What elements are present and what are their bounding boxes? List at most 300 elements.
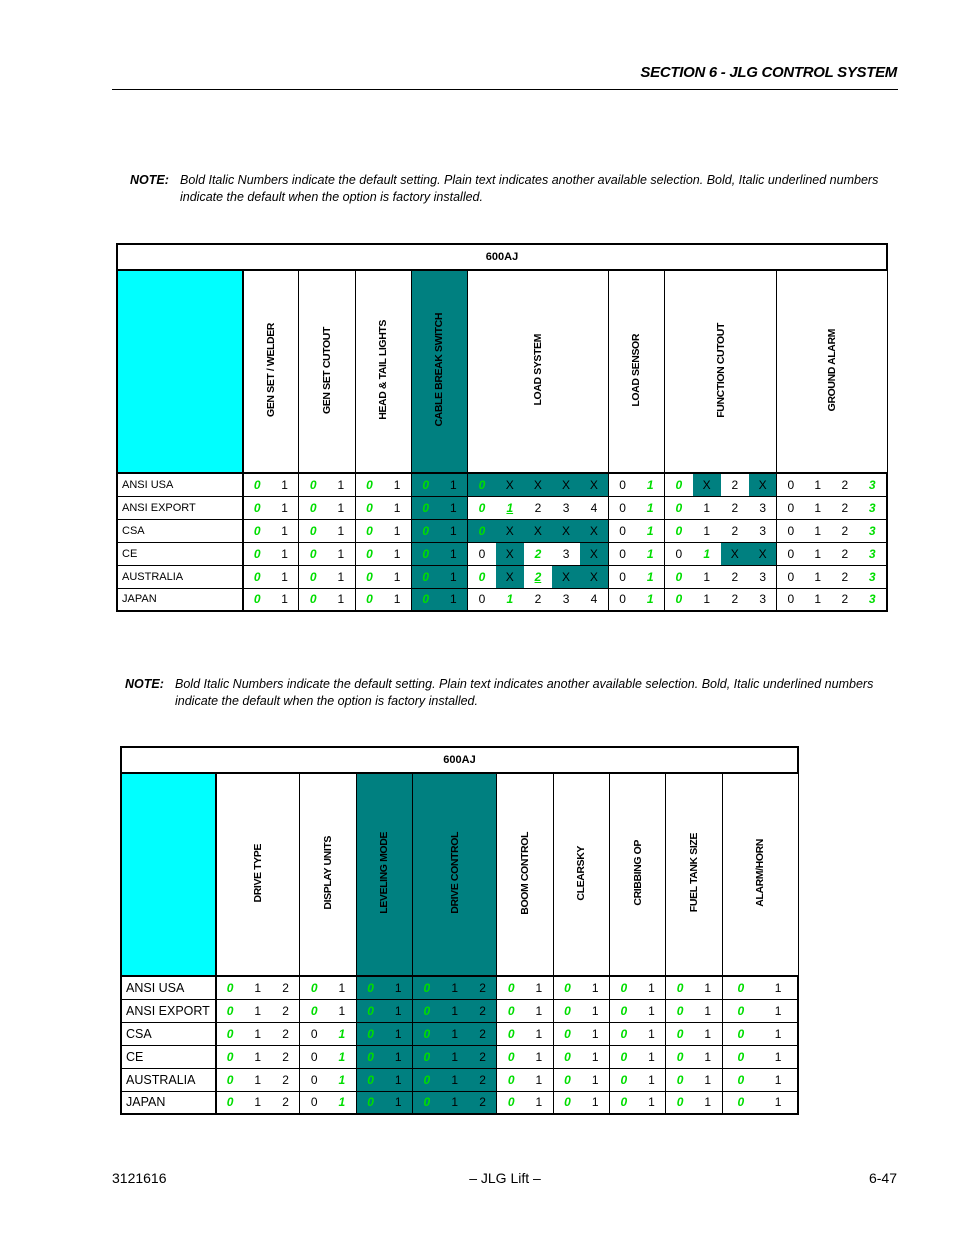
table-cell: 0 [300, 1068, 328, 1091]
table-cell: 0 [609, 1068, 637, 1091]
table-cell: 1 [271, 588, 299, 611]
table-cell: X [580, 542, 608, 565]
table-cell: X [721, 542, 749, 565]
table-cell: 1 [244, 1022, 272, 1045]
table-row [121, 976, 798, 999]
table-cell: 1 [693, 565, 721, 588]
table-cell: 1 [244, 999, 272, 1022]
table-cell: 0 [355, 473, 383, 496]
table-cell: 3 [858, 496, 887, 519]
table-cell: 1 [327, 496, 355, 519]
table-cell: 1 [804, 588, 831, 611]
table-cell: 2 [831, 473, 858, 496]
column-header [722, 773, 798, 976]
table-row [121, 1091, 798, 1114]
table-cell: 0 [413, 1022, 441, 1045]
table-cell: 2 [469, 1091, 497, 1114]
table-cell: 4 [580, 496, 608, 519]
table-cell: 1 [638, 976, 666, 999]
table-cell: 1 [328, 1022, 356, 1045]
table-cell: 2 [272, 999, 300, 1022]
table-cell: 0 [243, 542, 271, 565]
table-cell: 2 [721, 565, 749, 588]
table-cell: 1 [636, 496, 664, 519]
table-cell: 0 [664, 519, 692, 542]
table-cell: 1 [581, 999, 609, 1022]
column-header-label: GEN SET / WELDER [264, 323, 277, 417]
table-cell: 0 [356, 999, 384, 1022]
table-row [117, 473, 887, 496]
table-cell: 0 [608, 519, 636, 542]
table-cell: 0 [300, 1091, 328, 1114]
table-cell: 0 [666, 1068, 694, 1091]
table-cell: X [693, 473, 721, 496]
table-cell: 0 [216, 976, 244, 999]
table-cell: 0 [777, 542, 804, 565]
table-title: 600AJ [121, 747, 798, 773]
table-cell: 2 [721, 519, 749, 542]
table-cell: 2 [721, 496, 749, 519]
table-cell: X [496, 565, 524, 588]
table-cell: 2 [721, 473, 749, 496]
table-cell: 1 [441, 1068, 469, 1091]
column-header [609, 773, 665, 976]
table-cell: 1 [327, 473, 355, 496]
table-cell: 3 [552, 588, 580, 611]
table-cell: 1 [271, 496, 299, 519]
table-cell: 1 [694, 976, 722, 999]
table-cell: 1 [244, 976, 272, 999]
table-cell: 3 [858, 519, 887, 542]
table-cell: X [580, 519, 608, 542]
table-cell: 1 [441, 976, 469, 999]
table-cell: 3 [858, 473, 887, 496]
table-cell: 1 [271, 519, 299, 542]
row-label: AUSTRALIA [117, 565, 243, 588]
table-cell: 1 [525, 976, 553, 999]
table-cell: 2 [469, 976, 497, 999]
table-row [121, 1045, 798, 1068]
header-corner [121, 773, 216, 976]
table-cell: 0 [722, 1068, 759, 1091]
table-cell: 2 [831, 588, 858, 611]
table-cell: 0 [777, 565, 804, 588]
row-label: ANSI EXPORT [117, 496, 243, 519]
table-cell: 1 [328, 976, 356, 999]
table-cell: 1 [636, 588, 664, 611]
table-cell: 0 [299, 496, 327, 519]
table-row [117, 565, 887, 588]
table-cell: 0 [666, 1091, 694, 1114]
page-number: 6-47 [868, 1170, 897, 1186]
table-cell: 1 [636, 542, 664, 565]
table-cell: 2 [272, 1022, 300, 1045]
table-cell: X [524, 473, 552, 496]
table-cell: 0 [299, 519, 327, 542]
table-cell: 0 [777, 519, 804, 542]
table-cell: 1 [581, 976, 609, 999]
column-header-label: LEVELING MODE [378, 832, 391, 914]
table-cell: 1 [384, 1045, 412, 1068]
table-cell: 0 [216, 1022, 244, 1045]
table-cell: 0 [664, 565, 692, 588]
table-cell: 1 [441, 1022, 469, 1045]
table-cell: 0 [666, 976, 694, 999]
table-row [121, 1068, 798, 1091]
table-cell: 0 [664, 542, 692, 565]
column-header [355, 270, 411, 473]
table-cell: 1 [638, 1045, 666, 1068]
table-cell: 1 [693, 542, 721, 565]
table-cell: 1 [693, 496, 721, 519]
option-table-1 [116, 243, 888, 612]
table-cell: 1 [525, 1022, 553, 1045]
table-cell: 0 [553, 1068, 581, 1091]
table-cell: 1 [525, 1045, 553, 1068]
table-cell: 0 [300, 1022, 328, 1045]
table-cell: 0 [413, 1068, 441, 1091]
column-header-label: LOAD SENSOR [630, 333, 643, 407]
table-cell: 1 [694, 1045, 722, 1068]
table-cell: 0 [243, 496, 271, 519]
table-cell: 0 [609, 976, 637, 999]
table-cell: 0 [608, 565, 636, 588]
table-cell: 0 [722, 1045, 759, 1068]
table-cell: 1 [328, 1045, 356, 1068]
table-cell: 2 [831, 565, 858, 588]
table-title: 600AJ [117, 244, 887, 270]
table-row [117, 542, 887, 565]
table-cell: 2 [272, 976, 300, 999]
column-header-label: GROUND ALARM [825, 328, 838, 412]
doc-number: 3121616 [112, 1170, 167, 1186]
table-cell: 0 [411, 565, 439, 588]
row-label: JAPAN [121, 1091, 216, 1114]
column-header [777, 270, 887, 473]
table-cell: 0 [553, 999, 581, 1022]
table-cell: 1 [693, 588, 721, 611]
table-cell: 1 [271, 542, 299, 565]
table-cell: 1 [759, 1045, 798, 1068]
table-cell: 1 [496, 496, 524, 519]
table-cell: 1 [271, 565, 299, 588]
table-cell: 0 [609, 1045, 637, 1068]
table-cell: 0 [497, 1022, 525, 1045]
column-header-label: CRIBBING OP [631, 840, 644, 906]
table-cell: 1 [496, 588, 524, 611]
table-cell: 1 [581, 1068, 609, 1091]
table-cell: 1 [384, 1022, 412, 1045]
table-cell: 0 [355, 519, 383, 542]
header-divider [112, 89, 898, 90]
table-cell: 0 [356, 976, 384, 999]
table-cell: 1 [525, 1068, 553, 1091]
table-cell: 0 [300, 999, 328, 1022]
table-cell: 0 [413, 999, 441, 1022]
row-label: CSA [117, 519, 243, 542]
table-cell: 1 [439, 588, 467, 611]
table-cell: 1 [759, 1091, 798, 1114]
table-cell: 3 [749, 519, 777, 542]
table-row [117, 588, 887, 611]
table-cell: 0 [664, 588, 692, 611]
table-cell: 2 [469, 1068, 497, 1091]
table-cell: X [749, 542, 777, 565]
table-cell: 1 [328, 1091, 356, 1114]
table-row [121, 1022, 798, 1045]
table-cell: 0 [664, 496, 692, 519]
table-cell: X [496, 542, 524, 565]
table-cell: 1 [636, 565, 664, 588]
table-cell: 0 [216, 1045, 244, 1068]
table-cell: 0 [608, 473, 636, 496]
table-cell: 0 [722, 976, 759, 999]
table-cell: 0 [722, 1091, 759, 1114]
table-cell: 1 [638, 999, 666, 1022]
table-cell: 0 [411, 496, 439, 519]
table-cell: 0 [777, 588, 804, 611]
row-label: AUSTRALIA [121, 1068, 216, 1091]
table-cell: 0 [411, 519, 439, 542]
table-cell: 1 [327, 519, 355, 542]
table-cell: 3 [749, 565, 777, 588]
table-cell: 1 [383, 473, 411, 496]
table-cell: 1 [244, 1091, 272, 1114]
table-cell: 1 [759, 976, 798, 999]
table-cell: 3 [552, 542, 580, 565]
table-cell: 1 [636, 473, 664, 496]
row-label: ANSI USA [121, 976, 216, 999]
table-cell: 0 [243, 473, 271, 496]
table-cell: 0 [356, 1022, 384, 1045]
column-header-label: GEN SET CUTOUT [320, 326, 333, 414]
table-cell: 2 [272, 1091, 300, 1114]
column-header-label: LOAD SYSTEM [531, 334, 544, 406]
column-header [497, 773, 553, 976]
table-cell: 2 [524, 565, 552, 588]
row-label: JAPAN [117, 588, 243, 611]
table-cell: 1 [383, 542, 411, 565]
column-header [300, 773, 356, 976]
table-cell: 3 [749, 588, 777, 611]
table-cell: 0 [609, 999, 637, 1022]
column-header [664, 270, 777, 473]
table-cell: 0 [553, 1022, 581, 1045]
table-cell: 2 [831, 519, 858, 542]
column-header-label: DISPLAY UNITS [322, 836, 335, 910]
table-cell: 0 [609, 1091, 637, 1114]
footer-center: – JLG Lift – [469, 1170, 541, 1186]
table-cell: 0 [468, 542, 496, 565]
table-cell: 1 [759, 1022, 798, 1045]
column-header [299, 270, 355, 473]
column-header-label: ALARM/HORN [754, 839, 767, 907]
table-cell: 1 [804, 565, 831, 588]
table-cell: X [580, 473, 608, 496]
note-label: NOTE: [125, 677, 164, 691]
table-row [121, 999, 798, 1022]
column-header-label: HEAD & TAIL LIGHTS [377, 320, 390, 420]
table-cell: 0 [666, 999, 694, 1022]
table-cell: 3 [858, 565, 887, 588]
column-header-label: FUEL TANK SIZE [687, 833, 700, 913]
column-header [608, 270, 664, 473]
table-cell: 0 [553, 1045, 581, 1068]
table-cell: 0 [553, 1091, 581, 1114]
table-cell: 0 [355, 542, 383, 565]
table-cell: 1 [439, 519, 467, 542]
table-cell: 4 [580, 588, 608, 611]
table-cell: 1 [804, 496, 831, 519]
table-cell: 2 [721, 588, 749, 611]
table-cell: 2 [831, 542, 858, 565]
table-cell: 0 [243, 588, 271, 611]
table-cell: 3 [749, 496, 777, 519]
table-cell: 0 [243, 565, 271, 588]
table-cell: X [580, 565, 608, 588]
table-cell: 1 [693, 519, 721, 542]
table-cell: 0 [609, 1022, 637, 1045]
table-cell: 0 [553, 976, 581, 999]
table-cell: X [552, 473, 580, 496]
column-header [666, 773, 722, 976]
table-cell: 1 [694, 1091, 722, 1114]
column-header-label: BOOM CONTROL [519, 831, 532, 915]
column-header [468, 270, 609, 473]
table-cell: 0 [216, 1091, 244, 1114]
row-label: CSA [121, 1022, 216, 1045]
table-cell: 0 [608, 496, 636, 519]
table-cell: 0 [299, 473, 327, 496]
table-cell: 0 [300, 976, 328, 999]
table-cell: 0 [722, 999, 759, 1022]
table-cell: 2 [469, 1022, 497, 1045]
table-cell: 1 [525, 1091, 553, 1114]
table-cell: 1 [441, 999, 469, 1022]
header-corner [117, 270, 243, 473]
table-cell: 2 [272, 1068, 300, 1091]
table-cell: X [749, 473, 777, 496]
table-cell: 0 [299, 565, 327, 588]
table-cell: 0 [411, 588, 439, 611]
table-cell: 1 [581, 1045, 609, 1068]
table-cell: 0 [300, 1045, 328, 1068]
table-cell: 1 [804, 519, 831, 542]
note-text: Bold Italic Numbers indicate the default setting. Plain text indicates another available selection. Bold, Italic underlined numbers indicate the default when the option is factory installed. [180, 173, 879, 204]
column-header [216, 773, 300, 976]
table-cell: 1 [383, 588, 411, 611]
table-cell: 0 [413, 1045, 441, 1068]
table-cell: 1 [384, 1091, 412, 1114]
table-cell: 0 [299, 588, 327, 611]
table-cell: 0 [413, 976, 441, 999]
table-cell: 0 [468, 473, 496, 496]
table-cell: 0 [299, 542, 327, 565]
table-cell: 0 [497, 999, 525, 1022]
table-row [117, 496, 887, 519]
table-cell: 1 [638, 1091, 666, 1114]
option-table-2 [120, 746, 799, 1115]
table-cell: 0 [666, 1045, 694, 1068]
row-label: CE [117, 542, 243, 565]
table-cell: 0 [243, 519, 271, 542]
table-cell: 0 [722, 1022, 759, 1045]
table-cell: 1 [638, 1068, 666, 1091]
table-cell: 3 [858, 588, 887, 611]
table-cell: 1 [327, 542, 355, 565]
section-title: SECTION 6 - JLG CONTROL SYSTEM [640, 64, 897, 81]
table-cell: 1 [383, 565, 411, 588]
table-row [117, 519, 887, 542]
column-header-label: CLEARSKY [575, 845, 588, 901]
table-cell: 1 [804, 473, 831, 496]
column-header-label: CABLE BREAK SWITCH [433, 313, 446, 427]
table-cell: 0 [413, 1091, 441, 1114]
table-cell: 2 [524, 542, 552, 565]
table-cell: 1 [244, 1068, 272, 1091]
table-cell: 1 [439, 473, 467, 496]
table-cell: 1 [383, 519, 411, 542]
table-cell: 0 [777, 496, 804, 519]
table-cell: 1 [439, 496, 467, 519]
column-header-label: DRIVE CONTROL [448, 832, 461, 914]
table-cell: 1 [384, 1068, 412, 1091]
table-cell: 1 [384, 976, 412, 999]
table-cell: 1 [327, 588, 355, 611]
row-label: CE [121, 1045, 216, 1068]
table-cell: 0 [608, 588, 636, 611]
table-cell: 1 [383, 496, 411, 519]
table-cell: 0 [356, 1068, 384, 1091]
table-cell: 2 [469, 999, 497, 1022]
note-text: Bold Italic Numbers indicate the default setting. Plain text indicates another available selection. Bold, Italic underlined numbers indicate the default when the option is factory installed. [175, 677, 874, 708]
table-cell: 1 [244, 1045, 272, 1068]
table-cell: 2 [524, 588, 552, 611]
table-cell: 3 [552, 496, 580, 519]
table-cell: X [552, 519, 580, 542]
table-cell: 2 [831, 496, 858, 519]
row-label: ANSI EXPORT [121, 999, 216, 1022]
table-cell: 1 [439, 565, 467, 588]
column-header [413, 773, 497, 976]
table-cell: 2 [272, 1045, 300, 1068]
table-cell: 1 [441, 1045, 469, 1068]
table-cell: 1 [581, 1091, 609, 1114]
column-header [243, 270, 299, 473]
table-cell: 0 [497, 1068, 525, 1091]
column-header-label: FUNCTION CUTOUT [714, 322, 727, 418]
table-cell: 1 [441, 1091, 469, 1114]
table-cell: 0 [666, 1022, 694, 1045]
table-cell: 0 [355, 588, 383, 611]
table-cell: 1 [638, 1022, 666, 1045]
table-cell: 2 [524, 496, 552, 519]
table-cell: 0 [355, 565, 383, 588]
table-cell: 1 [328, 1068, 356, 1091]
table-cell: 1 [759, 999, 798, 1022]
table-cell: 1 [759, 1068, 798, 1091]
table-cell: 1 [581, 1022, 609, 1045]
table-cell: 1 [439, 542, 467, 565]
table-cell: 1 [271, 473, 299, 496]
column-header [553, 773, 609, 976]
table-cell: X [524, 519, 552, 542]
table-cell: 1 [636, 519, 664, 542]
table-cell: 0 [468, 496, 496, 519]
table-cell: 1 [694, 1068, 722, 1091]
table-cell: 0 [664, 473, 692, 496]
table-cell: 0 [216, 1068, 244, 1091]
